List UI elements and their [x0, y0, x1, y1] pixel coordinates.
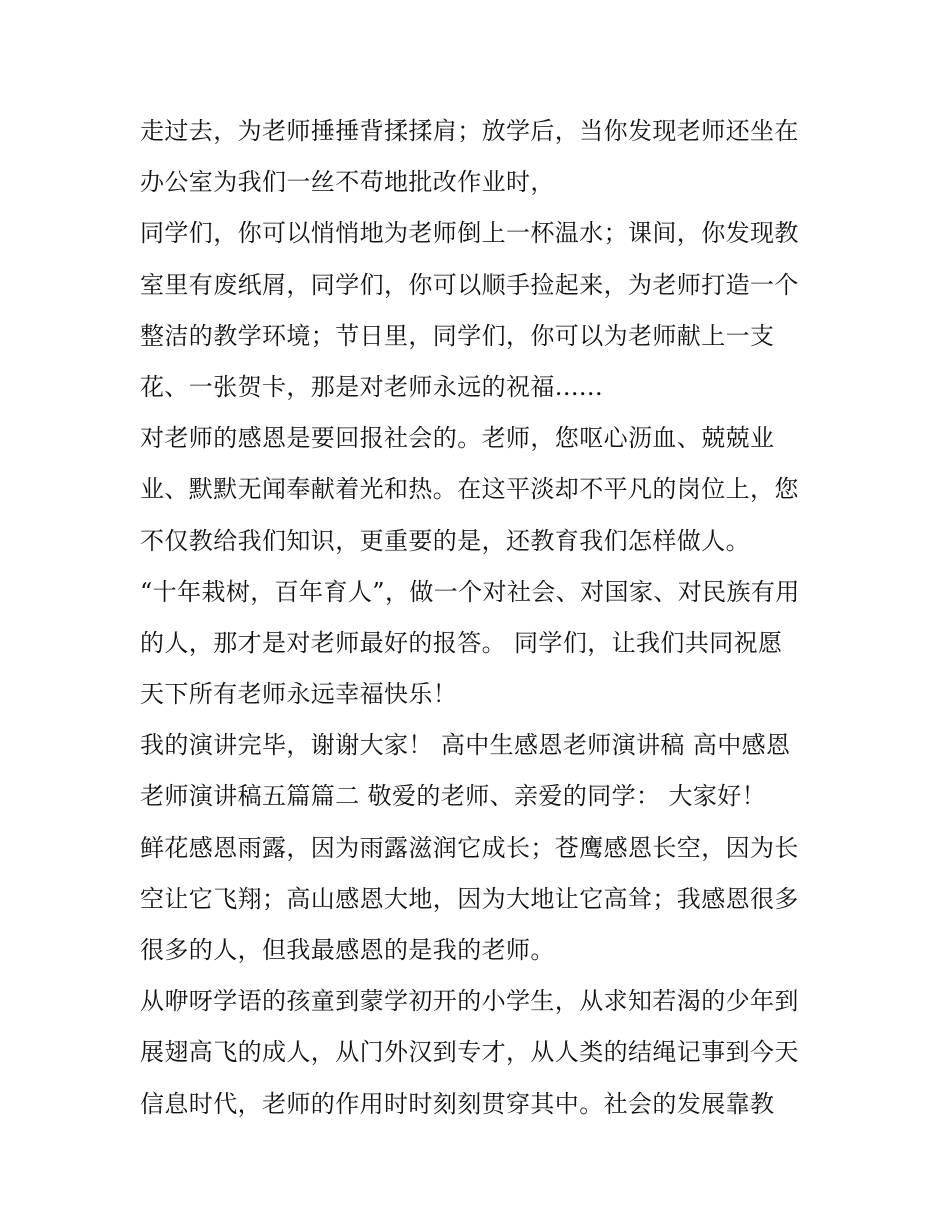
- text-line: “十年栽树，百年育人”，做一个对社会、对国家、对民族有用: [140, 577, 800, 606]
- text-line: 对老师的感恩是要回报社会的。老师，您呕心沥血、兢兢业: [140, 424, 775, 453]
- text-line: 信息时代，老师的作用时时刻刻贯穿其中。社会的发展靠教: [140, 1089, 775, 1118]
- text-line: 展翅高飞的成人，从门外汉到专才，从人类的结绳记事到今天: [140, 1038, 799, 1067]
- text-line: 室里有废纸屑，同学们，你可以顺手捡起来，为老师打造一个: [140, 270, 799, 299]
- text-line: 不仅教给我们知识，更重要的是，还教育我们怎样做人。: [140, 526, 750, 555]
- body-text: [140, 106, 820, 1130]
- text-line: 办公室为我们一丝不苟地批改作业时，: [140, 168, 555, 197]
- text-line: 很多的人，但我最感恩的是我的老师。: [140, 936, 555, 964]
- text-line: 同学们，你可以悄悄地为老师倒上一杯温水；课间，你发现教: [140, 219, 799, 248]
- text-line: 我的演讲完毕，谢谢大家！ 高中生感恩老师演讲稿 高中感恩: [140, 731, 791, 760]
- text-line: 老师演讲稿五篇篇二 敬爱的老师、亲爱的同学： 大家好！: [140, 782, 767, 811]
- text-line: 花、一张贺卡，那是对老师永远的祝福......: [140, 372, 603, 401]
- text-line: 空让它飞翔；高山感恩大地，因为大地让它高耸；我感恩很多: [140, 884, 799, 913]
- text-line: 整洁的教学环境；节日里，同学们，你可以为老师献上一支: [140, 321, 775, 350]
- text-line: 从咿呀学语的孩童到蒙学初开的小学生，从求知若渴的少年到: [140, 987, 799, 1016]
- text-line: 的人，那才是对老师最好的报答。 同学们，让我们共同祝愿: [140, 628, 783, 657]
- text-line: 走过去，为老师捶捶背揉揉肩；放学后，当你发现老师还坐在: [140, 117, 799, 145]
- text-line: 天下所有老师永远幸福快乐！: [140, 680, 458, 709]
- text-line: 鲜花感恩雨露，因为雨露滋润它成长；苍鹰感恩长空，因为长: [140, 833, 799, 862]
- text-line: 业、默默无闻奉献着光和热。在这平淡却不平凡的岗位上，您: [140, 475, 799, 504]
